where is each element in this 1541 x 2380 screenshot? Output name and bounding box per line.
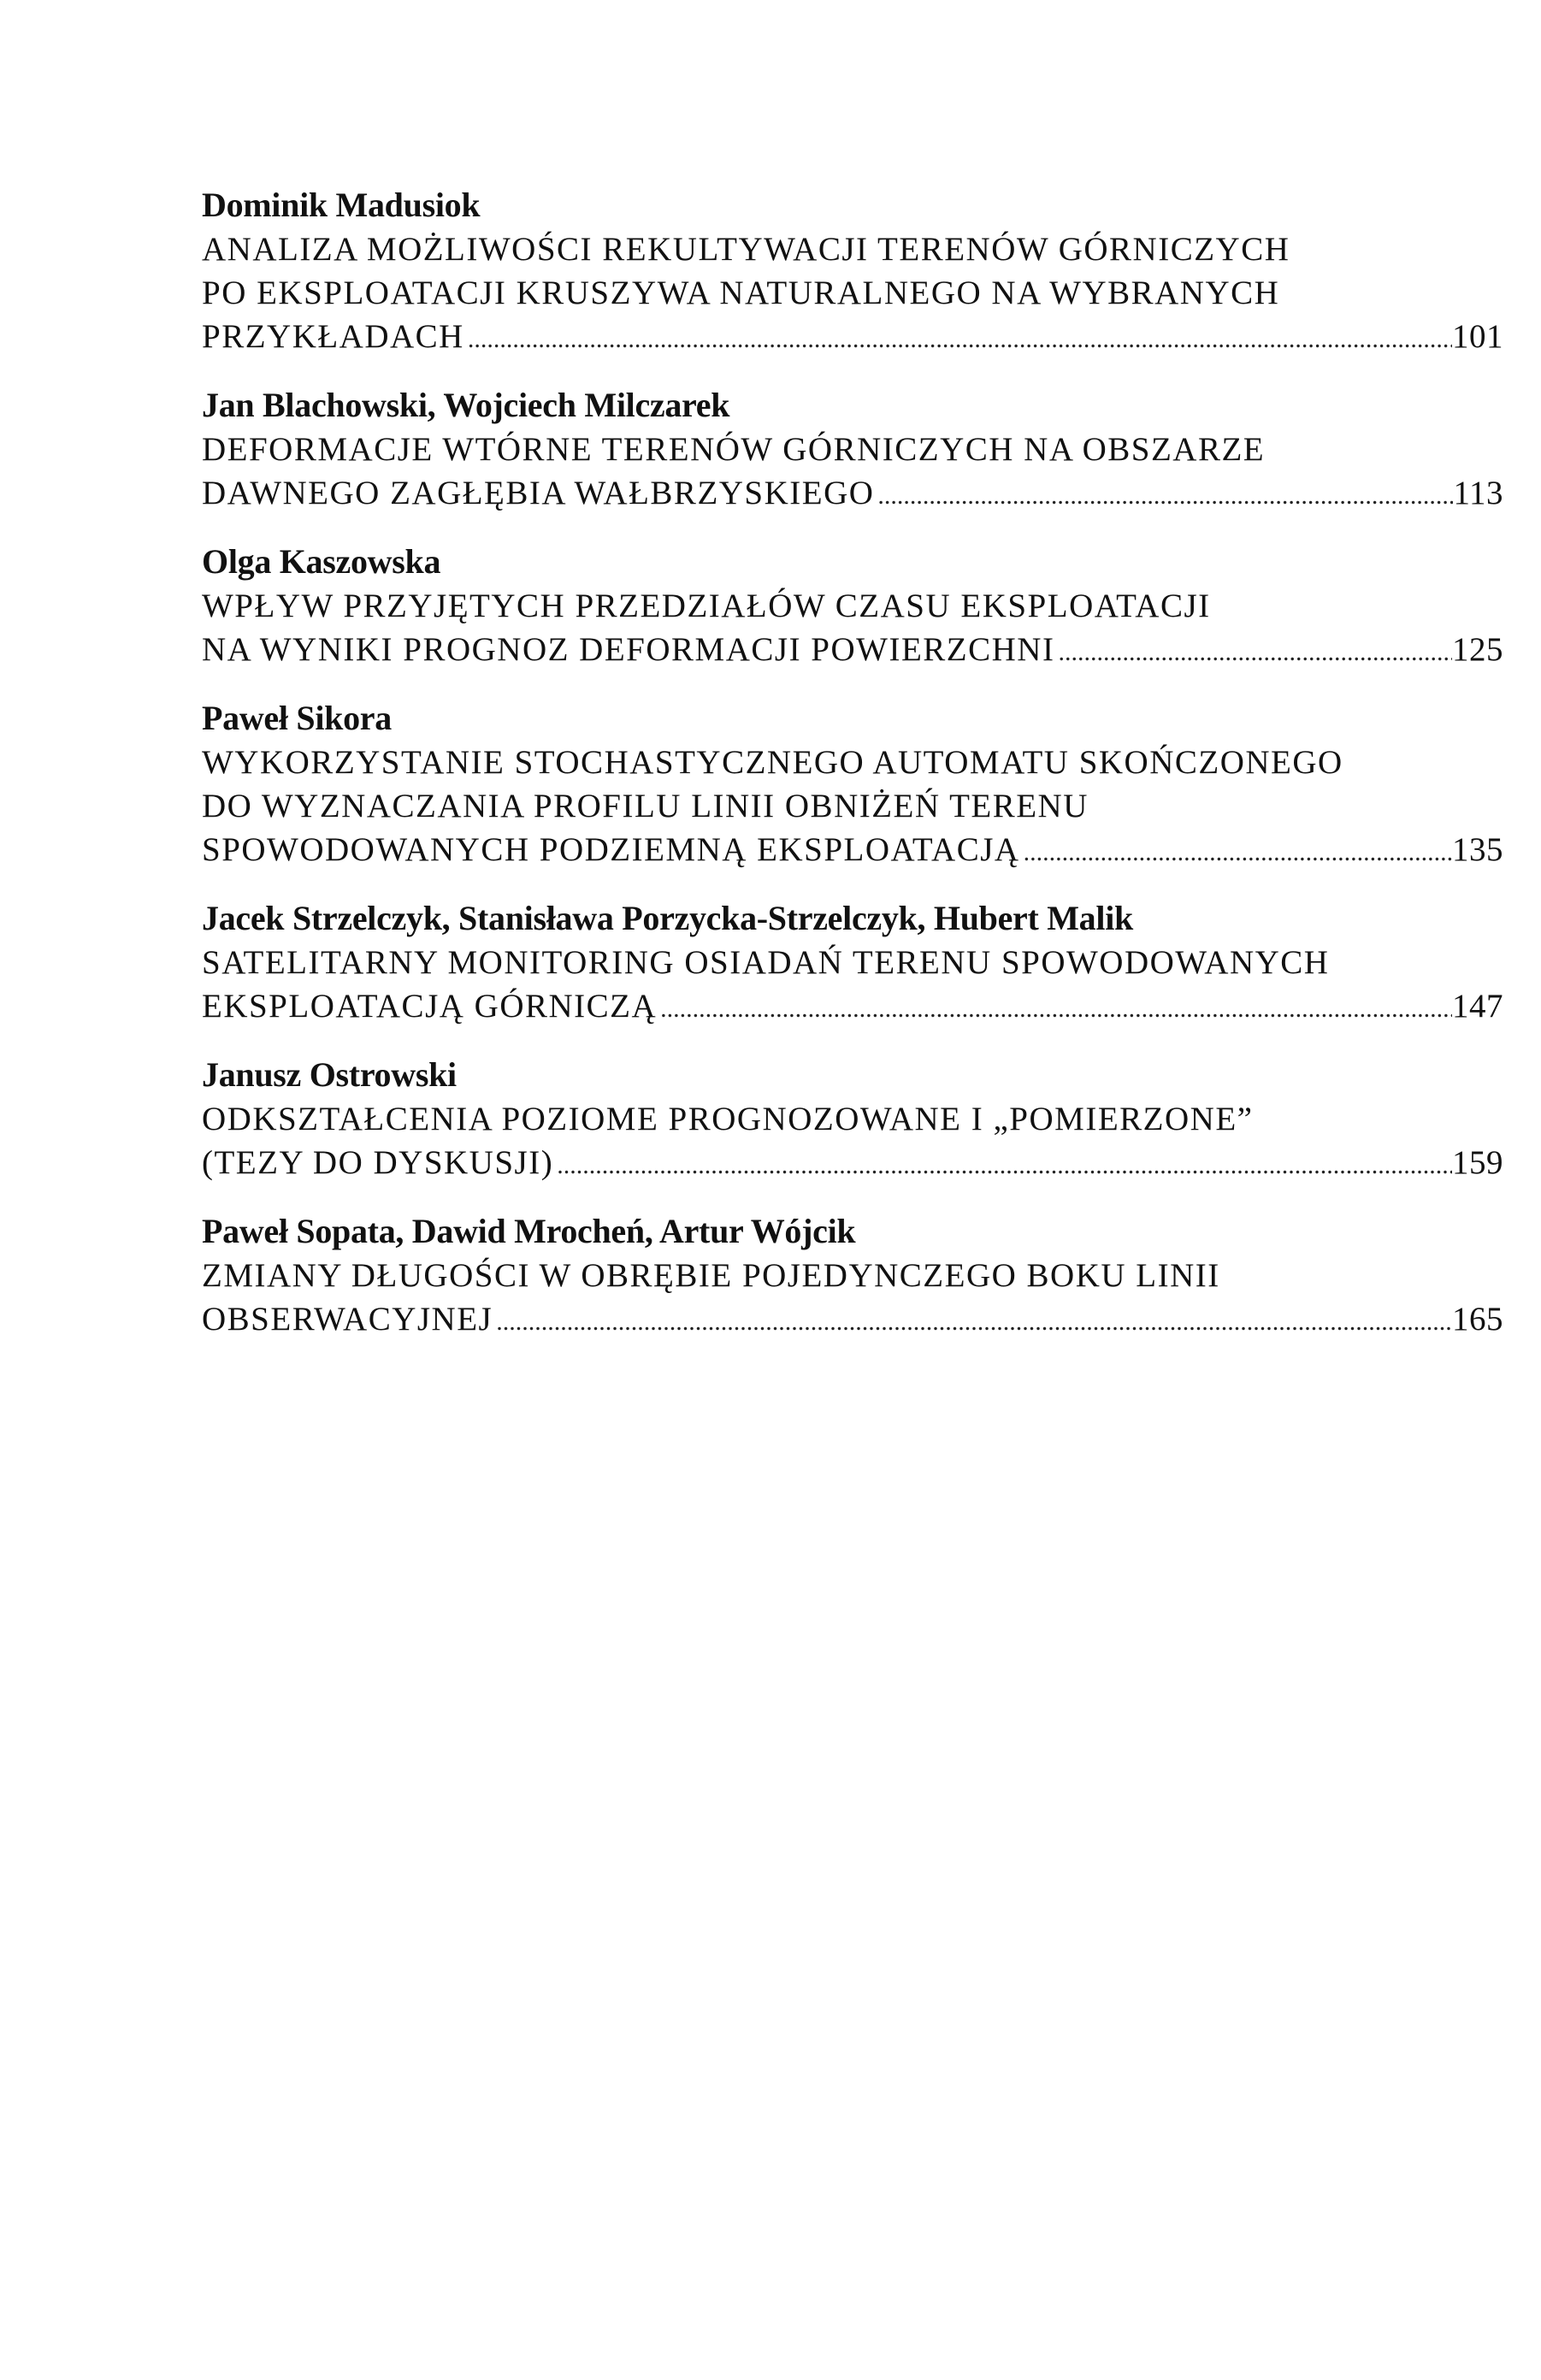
- entry-title-line: PO EKSPLOATACJI KRUSZYWA NATURALNEGO NA WYBRANYCH: [202, 275, 1280, 311]
- page-number: 125: [1452, 631, 1503, 668]
- entry-title-end: EKSPLOATACJĄ GÓRNICZĄ: [202, 988, 658, 1025]
- dot-leader: [493, 1300, 1452, 1344]
- entry-authors: Dominik Madusiok: [202, 186, 481, 224]
- entry-title-end: PRZYKŁADACH: [202, 318, 464, 355]
- page-number: 159: [1452, 1144, 1503, 1181]
- entry-title-end: DAWNEGO ZAGŁĘBIA WAŁBRZYSKIEGO: [202, 475, 875, 511]
- toc-entry: [202, 896, 1503, 1031]
- entry-title-last-line: [202, 315, 1503, 361]
- entry-authors: Paweł Sopata, Dawid Mrocheń, Artur Wójcik: [202, 1212, 856, 1250]
- entry-title-last-line: [202, 471, 1503, 517]
- page-number: 147: [1452, 988, 1503, 1025]
- entry-title-last-line: [202, 984, 1503, 1031]
- entry-title-line: DEFORMACJE WTÓRNE TERENÓW GÓRNICZYCH NA OBSZARZE: [202, 431, 1266, 468]
- entry-title-line: WYKORZYSTANIE STOCHASTYCZNEGO AUTOMATU SKOŃCZONEGO: [202, 744, 1343, 781]
- entry-authors: Paweł Sikora: [202, 699, 392, 737]
- toc-entry: [202, 383, 1503, 517]
- toc-entry: [202, 1209, 1503, 1344]
- dot-leader: [1020, 830, 1452, 874]
- toc-entry: [202, 183, 1503, 361]
- page-number: 113: [1453, 475, 1503, 511]
- dot-leader: [657, 987, 1452, 1031]
- entry-title-line: ANALIZA MOŻLIWOŚCI REKULTYWACJI TERENÓW GÓRNICZYCH: [202, 231, 1290, 268]
- dot-leader: [874, 474, 1453, 517]
- entry-title-end: NA WYNIKI PROGNOZ DEFORMACJI POWIERZCHNI: [202, 631, 1055, 668]
- entry-title-end: OBSERWACYJNEJ: [202, 1301, 493, 1338]
- dot-leader: [553, 1143, 1452, 1187]
- entry-title-end: SPOWODOWANYCH PODZIEMNĄ EKSPLOATACJĄ: [202, 831, 1020, 868]
- entry-authors: Janusz Ostrowski: [202, 1055, 457, 1094]
- entry-title-line: SATELITARNY MONITORING OSIADAŃ TERENU SPOWODOWANYCH: [202, 944, 1330, 981]
- page-number: 101: [1452, 318, 1503, 355]
- entry-title-last-line: [202, 1141, 1503, 1187]
- entry-title-line: ZMIANY DŁUGOŚCI W OBRĘBIE POJEDYNCZEGO BOKU LINII: [202, 1257, 1220, 1294]
- entry-authors: Jacek Strzelczyk, Stanisława Porzycka-Strzelczyk, Hubert Malik: [202, 899, 1133, 937]
- table-of-contents: [202, 183, 1503, 1366]
- entry-title-last-line: [202, 628, 1503, 674]
- entry-authors: Olga Kaszowska: [202, 542, 441, 581]
- dot-leader: [1054, 630, 1452, 674]
- dot-leader: [464, 317, 1452, 361]
- entry-title-line: ODKSZTAŁCENIA POZIOME PROGNOZOWANE I „POMIERZONE”: [202, 1101, 1254, 1137]
- page-number: 165: [1452, 1301, 1503, 1338]
- entry-title-line: WPŁYW PRZYJĘTYCH PRZEDZIAŁÓW CZASU EKSPLOATACJI: [202, 588, 1211, 624]
- entry-title-last-line: [202, 1297, 1503, 1344]
- toc-entry: [202, 696, 1503, 874]
- toc-entry: [202, 540, 1503, 674]
- entry-title-end: (TEZY DO DYSKUSJI): [202, 1144, 554, 1181]
- toc-entry: [202, 1053, 1503, 1187]
- entry-authors: Jan Blachowski, Wojciech Milczarek: [202, 386, 730, 424]
- page-number: 135: [1452, 831, 1503, 868]
- entry-title-last-line: [202, 828, 1503, 874]
- entry-title-line: DO WYZNACZANIA PROFILU LINII OBNIŻEŃ TERENU: [202, 788, 1089, 824]
